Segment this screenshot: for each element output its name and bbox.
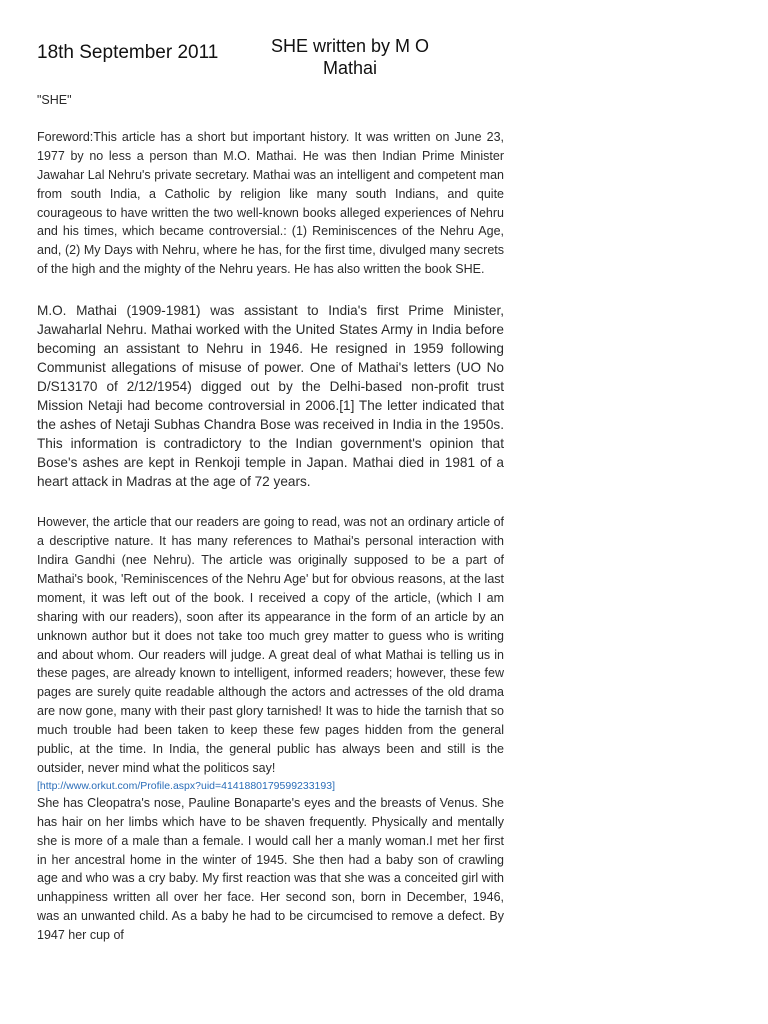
orkut-profile-link[interactable]: [http://www.orkut.com/Profile.aspx?uid=4141880179599233193] <box>37 779 335 792</box>
she-heading: "SHE" <box>37 93 72 107</box>
document-body <box>37 91 504 945</box>
however-paragraph: However, the article that our readers are going to read, was not an ordinary article of a descriptive nature. It has many references to Mathai's personal interaction with Indira Gandhi (nee Nehru). The article was originally supposed to be a part of Mathai's book, 'Reminiscences of the Nehru Age' but for obvious reasons, at the last moment, it was left out of the book. I received a copy of the article, (which I am sharing with our readers), soon after its appearance in the form of an article by an unknown author but it does not take too much grey matter to guess who is writing and about whom. Our readers will judge. A great deal of what Mathai is telling us in these pages, are already known to intelligent, informed readers; however, these few pages are surely quite readable although the actors and actresses of the old drama are now gone, many with their past glory tarnished! It was to hide the tarnish that so much trouble had been taken to keep these few pages hidden from the general public, at the time. In India, the general public has always been and still is the outsider, never mind what the politicos say! <box>37 515 504 775</box>
she-description-paragraph: She has Cleopatra's nose, Pauline Bonaparte's eyes and the breasts of Venus. She has hair on her limbs which have to be shaven frequently. Physically and mentally she is more of a male than a female. I would call her a manly woman.I met her first in her ancestral home in the winter of 1945. She then had a baby son of crawling age and who was a cry baby. My first reaction was that she was a conceited girl with unhappiness written all over her face. Her second son, born in December, 1946, was an unwanted child. As a baby he had to be circumcised to remove a defect. By 1947 her cup of <box>37 795 504 943</box>
document-title: SHE written by M O Mathai <box>270 36 430 78</box>
foreword-paragraph: Foreword:This article has a short but important history. It was written on June 23, 1977 by no less a person than M.O. Mathai. He was then Indian Prime Minister Jawahar Lal Nehru's private secretary. Mathai was an intelligent and competent man from south India, a Catholic by religion like many south Indians, and quite courageous to have written the two well-known books alleged experiences of Nehru and his times, which became controversial.: (1) Reminiscences of the Nehru Age, and, (2) My Days with Nehru, where he has, for the first time, divulged many secrets of the high and the mighty of the Nehru years. He has also written the book SHE. <box>37 129 504 277</box>
document-date: 18th September 2011 <box>37 42 219 63</box>
mathai-bio-paragraph: M.O. Mathai (1909-1981) was assistant to India's first Prime Minister, Jawaharlal Nehru. Mathai worked with the United States Army in India before becoming an assistant to Nehru in 1946. He resigned in 1959 following Communist allegations of misuse of power. One of Mathai's letters (UO No D/S13170 of 2/12/1954) digged out by the Delhi-based non-profit trust Mission Netaji had become controversial in 2006.[1] The letter indicated that the ashes of Netaji Subhas Chandra Bose was received in India in the 1950s. This information is contradictory to the Indian government's opinion that Bose's ashes are kept in Renkoji temple in Japan. Mathai died in 1981 of a heart attack in Madras at the age of 72 years. <box>37 303 504 490</box>
